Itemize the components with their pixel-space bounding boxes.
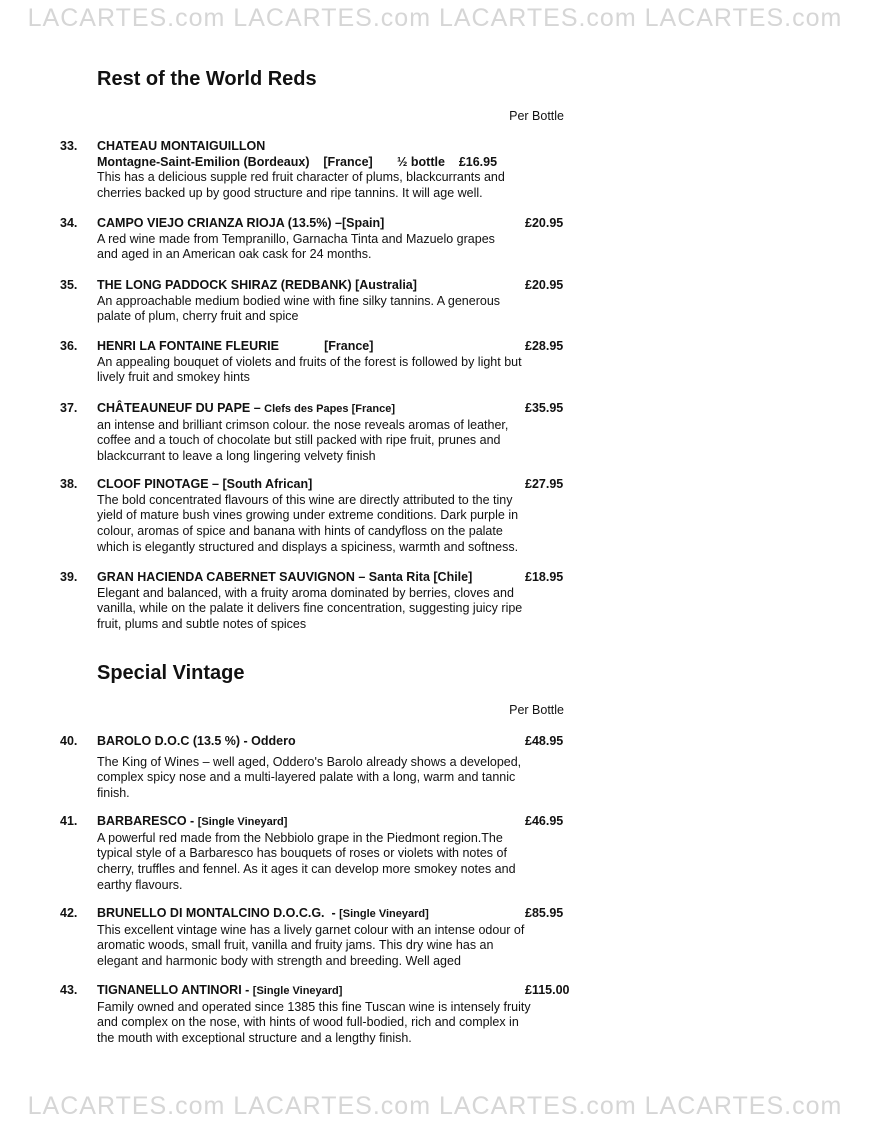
wine-entry-34 [60,216,580,263]
desc-line: coffee and a touch of chocolate but still packed with ripe fruit, prunes and [97,433,501,448]
wine-entry-35 [60,278,580,325]
desc-line: An approachable medium bodied wine with fine silky tannins. A generous [97,293,501,308]
section-title-special-vintage: Special Vintage [97,662,245,684]
desc-line: An appealing bouquet of violets and fruits of the forest is followed by light but [97,354,522,369]
entry-number: 37. [60,401,78,415]
wine-price: £20.95 [525,278,564,292]
wine-name-text: BARBARESCO - [97,814,198,828]
wine-name-text: TIGNANELLO ANTINORI - [97,983,253,997]
wine-price: £20.95 [525,216,564,230]
wine-price: £35.95 [525,401,564,415]
wine-name-text: CAMPO VIEJO CRIANZA RIOJA (13.5%) –[Spain] [97,216,385,230]
wine-description [97,418,567,465]
watermark-bottom: LACARTES.com LACARTES.com LACARTES.com LACARTES.com [27,1092,843,1120]
wine-name-text: CLOOF PINOTAGE – [South African] [97,477,313,491]
wine-description [97,294,567,325]
desc-line: yield of mature bush vines growing under extreme conditions. Dark purple in [97,508,519,523]
entry-number: 38. [60,477,78,491]
wine-name: CHATEAU MONTAIGUILLON [97,139,266,153]
desc-line: and complex on the nose, with hints of wood full-bodied, rich and complex in [97,1015,519,1030]
wine-entry-41 [60,814,580,894]
desc-line: finish. [97,786,130,801]
wine-name [97,477,580,493]
wine-name-producer: [Single Vineyard] [197,816,288,828]
desc-line: blackcurrant to leave a long lingering velvety finish [97,449,376,464]
wine-description [97,923,567,970]
wine-description [97,355,567,386]
desc-line: earthy flavours. [97,877,183,892]
wine-description [97,232,567,263]
wine-name-text: THE LONG PADDOCK SHIRAZ (REDBANK) [Australia] [97,278,417,292]
desc-line: Family owned and operated since 1385 this fine Tuscan wine is intensely fruity [97,999,531,1014]
wine-name [97,339,580,355]
entry-number: 40. [60,734,78,748]
desc-line: aromatic woods, small fruit, vanilla and fruity jams. This dry wine has an [97,938,494,953]
wine-name [97,401,580,418]
wine-name-producer: [Single Vineyard] [339,908,429,920]
desc-line: The bold concentrated flavours of this wine are directly attributed to the tiny [97,492,513,507]
desc-line: fruit, plums and subtle notes of spices [97,617,307,632]
desc-line: cherries backed up by good structure and ripe tannins. It will age well. [97,186,483,201]
wine-entry-43 [60,983,580,1047]
desc-line: Elegant and balanced, with a fruity aroma dominated by berries, cloves and [97,585,514,600]
entry-number: 36. [60,339,78,353]
watermark-top: LACARTES.com LACARTES.com LACARTES.com LACARTES.com [27,4,843,32]
entry-number: 41. [60,814,78,828]
wine-price: £48.95 [525,734,564,748]
wine-price: £46.95 [525,814,564,828]
entry-number: 35. [60,278,78,292]
desc-line: A red wine made from Tempranillo, Garnacha Tinta and Mazuelo grapes [97,231,495,246]
desc-line: This excellent vintage wine has a lively garnet colour with an intense odour of [97,922,525,937]
wine-price: £28.95 [525,339,564,353]
desc-line: The King of Wines – well aged, Oddero's Barolo already shows a developed, [97,754,522,769]
wine-price: £85.95 [525,906,564,920]
wine-entry-39 [60,570,580,633]
wine-name-text: GRAN HACIENDA CABERNET SAUVIGNON – Santa Rita [Chile] [97,570,473,584]
desc-line: lively fruit and smokey hints [97,370,250,385]
desc-line: complex spicy nose and a multi-layered palate with a long, warm and tannic [97,770,516,785]
wine-entry-38 [60,477,580,556]
per-bottle-label: Per Bottle [509,703,564,717]
desc-line: cherry, truffles and fennel. As it ages it can develop more smokey notes and [97,862,516,877]
desc-line: This has a delicious supple red fruit character of plums, blackcurrants and [97,170,505,185]
desc-line: an intense and brilliant crimson colour. the nose reveals aromas of leather, [97,417,509,432]
desc-line: colour, aromas of spice and banana with hints of candyfloss on the palate [97,524,503,539]
desc-line: elegant and harmonic body with strength and breeding. Well aged [97,954,461,969]
wine-name [97,983,580,1000]
wine-name [97,814,580,831]
desc-line: and aged in an American oak cask for 24 months. [97,247,372,262]
wine-entry-42 [60,906,580,970]
wine-description [97,831,567,894]
wine-name-producer: [Single Vineyard] [252,985,343,997]
entry-number: 33. [60,139,78,153]
desc-line: A powerful red made from the Nebbiolo grape in the Piedmont region.The [97,830,503,845]
wine-description [97,755,567,802]
desc-line: the mouth with exceptional structure and a lengthy finish. [97,1031,412,1046]
wine-entry-37 [60,401,580,465]
entry-number: 34. [60,216,78,230]
desc-line: palate of plum, cherry fruit and spice [97,309,299,324]
wine-name-text: CHÂTEAUNEUF DU PAPE – [97,401,265,415]
entry-number: 42. [60,906,78,920]
wine-name [97,278,580,294]
wine-name-text: HENRI LA FONTAINE FLEURIE [France] [97,339,374,353]
section-title-rest-of-world-reds: Rest of the World Reds [97,68,317,90]
wine-description [97,586,567,633]
wine-name [97,570,580,586]
wine-description [97,170,567,201]
wine-name-text: BRUNELLO DI MONTALCINO D.O.C.G. - [97,906,340,920]
entry-number: 39. [60,570,78,584]
wine-name-text: BAROLO D.O.C (13.5 %) - Oddero [97,734,296,748]
desc-line: vanilla, while on the palate it delivers fine concentration, suggesting juicy ripe [97,601,523,616]
wine-subtitle: Montagne-Saint-Emilion (Bordeaux) [France] ½ bottle £16.95 [97,154,498,169]
wine-description [97,1000,567,1047]
wine-entry-40 [60,734,580,802]
wine-description [97,493,567,556]
entry-number: 43. [60,983,78,997]
wine-name [97,734,580,750]
wine-price: £115.00 [525,983,570,997]
wine-price: £18.95 [525,570,564,584]
desc-line: which is elegantly structured and displays a spiciness, warmth and softness. [97,539,519,554]
wine-name-producer: Clefs des Papes [France] [264,403,395,415]
per-bottle-label: Per Bottle [509,109,564,123]
wine-entry-36 [60,339,580,386]
wine-entry-33 [60,139,580,202]
wine-name [97,216,580,232]
desc-line: typical style of a Barbaresco has bouquets of roses or violets with notes of [97,846,507,861]
wine-name [97,906,580,923]
wine-price: £27.95 [525,477,564,491]
